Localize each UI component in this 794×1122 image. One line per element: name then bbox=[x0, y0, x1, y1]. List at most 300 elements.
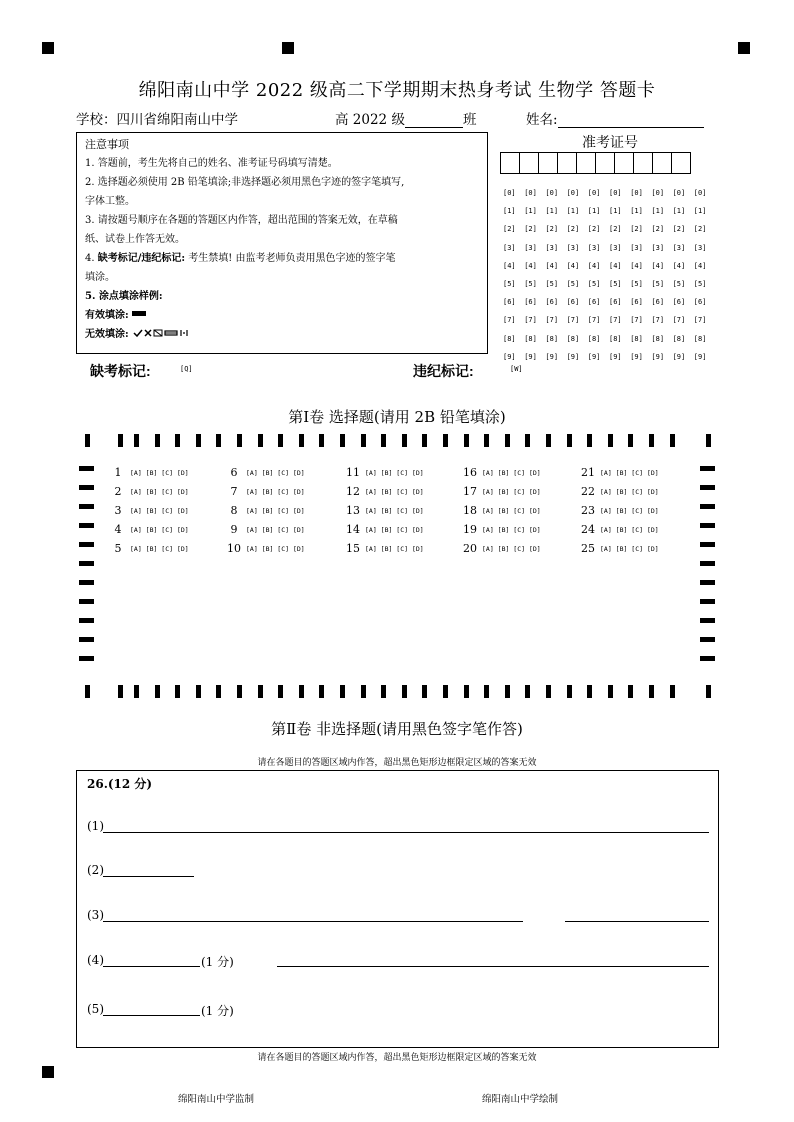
digit-bubble[interactable]: [4] bbox=[693, 261, 707, 270]
digit-bubble[interactable]: [4] bbox=[587, 261, 601, 270]
choice-question bbox=[345, 485, 424, 498]
digit-bubble[interactable]: [8] bbox=[587, 334, 601, 343]
timing-mark-top bbox=[670, 434, 675, 447]
digit-bubble[interactable]: [4] bbox=[609, 261, 622, 270]
note-line: 2. 选择题必须使用 2B 铅笔填涂;非选择题必须用黑色字迹的签字笔填写, bbox=[85, 177, 405, 188]
digit-bubble[interactable]: [9] bbox=[609, 352, 622, 361]
area-note-bottom: 请在各题目的答题区域内作答，超出黑色矩形边框限定区域的答案无效 bbox=[257, 1053, 537, 1063]
digit-bubble[interactable]: [3] bbox=[651, 243, 665, 252]
exam-id-boxes bbox=[500, 152, 690, 174]
digit-bubble[interactable]: [5] bbox=[524, 279, 537, 288]
digit-bubble[interactable]: [2] bbox=[651, 225, 665, 234]
answer-options[interactable]: [A] [B] [C] [D] bbox=[482, 507, 541, 515]
q26-part3-line-a[interactable] bbox=[103, 921, 523, 922]
timing-mark-top bbox=[319, 434, 324, 447]
digit-bubble[interactable]: [3] bbox=[545, 243, 559, 252]
choice-question bbox=[110, 504, 189, 517]
digit-bubble[interactable]: [4] bbox=[566, 261, 580, 270]
timing-mark-top bbox=[484, 434, 489, 447]
question-number: 20 bbox=[463, 542, 477, 555]
answer-options[interactable]: [A] [B] [C] [D] bbox=[600, 469, 659, 477]
timing-mark-bottom bbox=[505, 685, 510, 698]
question-number: 14 bbox=[346, 523, 360, 536]
q26-part1-line[interactable] bbox=[103, 832, 709, 833]
name-blank[interactable] bbox=[558, 113, 704, 128]
exam-id-cell[interactable] bbox=[500, 152, 520, 174]
timing-mark-top bbox=[587, 434, 592, 447]
digit-bubble[interactable]: [2] bbox=[609, 225, 622, 234]
digit-bubble[interactable]: [5] bbox=[609, 279, 622, 288]
digit-bubble[interactable]: [6] bbox=[630, 298, 643, 307]
digit-bubble[interactable]: [5] bbox=[587, 279, 601, 288]
q26-part4-line-a[interactable] bbox=[103, 966, 200, 967]
digit-bubble[interactable]: [5] bbox=[566, 279, 580, 288]
timing-mark-right bbox=[700, 485, 715, 490]
timing-mark-top bbox=[608, 434, 613, 447]
digit-bubble[interactable]: [8] bbox=[524, 334, 537, 343]
timing-mark-bottom bbox=[670, 685, 675, 698]
timing-mark-right bbox=[700, 523, 715, 528]
timing-mark-bottom bbox=[443, 685, 448, 698]
answer-options[interactable]: [A] [B] [C] [D] bbox=[365, 507, 424, 515]
timing-mark-right bbox=[700, 618, 715, 623]
question-number: 17 bbox=[463, 485, 477, 498]
timing-mark-right bbox=[700, 561, 715, 566]
timing-mark-bottom bbox=[134, 685, 139, 698]
digit-bubble[interactable]: [1] bbox=[651, 207, 665, 216]
answer-options[interactable]: [A] [B] [C] [D] bbox=[365, 545, 424, 553]
timing-mark-left bbox=[79, 561, 94, 566]
digit-bubble[interactable]: [6] bbox=[609, 298, 622, 307]
question-number: 7 bbox=[230, 485, 238, 498]
answer-options[interactable]: [A] [B] [C] [D] bbox=[130, 545, 189, 553]
class-field bbox=[335, 108, 476, 128]
digit-bubble[interactable]: [1] bbox=[566, 207, 580, 216]
choice-question bbox=[580, 523, 659, 536]
answer-options[interactable]: [A] [B] [C] [D] bbox=[365, 488, 424, 496]
digit-bubble[interactable]: [5] bbox=[545, 279, 559, 288]
timing-mark-right bbox=[700, 542, 715, 547]
note-line: 填涂。 bbox=[85, 272, 115, 283]
digit-bubble[interactable]: [9] bbox=[651, 352, 665, 361]
question-number: 22 bbox=[581, 485, 595, 498]
digit-bubble[interactable]: [0] bbox=[545, 189, 559, 197]
exam-id-cell[interactable] bbox=[633, 152, 653, 174]
digit-bubble[interactable]: [0] bbox=[609, 189, 622, 197]
timing-mark-top bbox=[118, 434, 123, 447]
timing-mark-left bbox=[79, 618, 94, 623]
invalid-marks-icon bbox=[132, 328, 196, 338]
digit-bubble[interactable]: [3] bbox=[672, 243, 686, 252]
note-line-4: 4. 缺考标记/违纪标记: 考生禁填! 由监考老师负责用黑色字迹的签字笔 bbox=[85, 253, 396, 264]
timing-mark-top bbox=[381, 434, 386, 447]
digit-bubble[interactable]: [8] bbox=[609, 334, 622, 343]
question-number: 25 bbox=[581, 542, 595, 555]
timing-mark-bottom bbox=[258, 685, 263, 698]
q26-part1-label: (1) bbox=[87, 819, 104, 833]
timing-mark-right bbox=[700, 504, 715, 509]
timing-mark-bottom bbox=[608, 685, 613, 698]
timing-mark-bottom bbox=[546, 685, 551, 698]
digit-bubble[interactable]: [5] bbox=[630, 279, 643, 288]
timing-mark-top bbox=[299, 434, 304, 447]
timing-mark-top bbox=[258, 434, 263, 447]
timing-mark-top bbox=[443, 434, 448, 447]
digit-bubble[interactable]: [1] bbox=[545, 207, 559, 216]
choice-question bbox=[580, 504, 659, 517]
digit-bubble[interactable]: [2] bbox=[672, 225, 686, 234]
question-number: 13 bbox=[346, 504, 360, 517]
exam-id-cell[interactable] bbox=[614, 152, 634, 174]
digit-bubble[interactable]: [9] bbox=[630, 352, 643, 361]
digit-bubble[interactable]: [9] bbox=[503, 352, 516, 361]
digit-bubble[interactable]: [4] bbox=[545, 261, 559, 270]
exam-id-cell[interactable] bbox=[652, 152, 672, 174]
digit-bubble[interactable]: [9] bbox=[587, 352, 601, 361]
q26-part4-label: (4) bbox=[87, 953, 104, 967]
digit-bubble[interactable]: [7] bbox=[651, 316, 665, 325]
timing-mark-left bbox=[79, 466, 94, 471]
choice-question bbox=[580, 485, 659, 498]
digit-bubble[interactable]: [7] bbox=[503, 316, 516, 325]
digit-bubble[interactable]: [3] bbox=[566, 243, 580, 252]
timing-mark-bottom bbox=[237, 685, 242, 698]
digit-bubble[interactable]: [9] bbox=[545, 352, 559, 361]
timing-mark-left bbox=[79, 504, 94, 509]
note-4-rest: 考生禁填! 由监考老师负责用黑色字迹的签字笔 bbox=[185, 253, 396, 264]
question-number: 16 bbox=[463, 466, 477, 479]
question-number: 4 bbox=[114, 523, 122, 536]
choice-question bbox=[580, 466, 659, 479]
timing-mark-bottom bbox=[216, 685, 221, 698]
answer-options[interactable]: [A] [B] [C] [D] bbox=[482, 488, 541, 496]
q26-part4-line-b[interactable] bbox=[277, 966, 709, 967]
digit-bubble[interactable]: [5] bbox=[651, 279, 665, 288]
question-number: 11 bbox=[346, 466, 360, 479]
digit-bubble[interactable]: [6] bbox=[524, 298, 537, 307]
digit-bubble[interactable]: [4] bbox=[630, 261, 643, 270]
digit-bubble[interactable]: [8] bbox=[566, 334, 580, 343]
answer-options[interactable]: [A] [B] [C] [D] bbox=[600, 545, 659, 553]
timing-mark-bottom bbox=[484, 685, 489, 698]
timing-mark-right bbox=[700, 599, 715, 604]
answer-options[interactable]: [A] [B] [C] [D] bbox=[482, 526, 541, 534]
note-line: 字体工整。 bbox=[85, 196, 135, 207]
timing-mark-left bbox=[79, 485, 94, 490]
timing-mark-right bbox=[700, 466, 715, 471]
digit-bubble[interactable]: [3] bbox=[630, 243, 643, 252]
choice-question bbox=[110, 485, 189, 498]
choice-question bbox=[110, 542, 189, 555]
digit-bubble[interactable]: [6] bbox=[545, 298, 559, 307]
class-prefix: 高 2022 级 bbox=[335, 112, 405, 128]
digit-bubble[interactable]: [3] bbox=[524, 243, 537, 252]
answer-options[interactable]: [A] [B] [C] [D] bbox=[482, 469, 541, 477]
digit-bubble[interactable]: [0] bbox=[503, 189, 516, 197]
timing-mark-bottom bbox=[175, 685, 180, 698]
answer-options[interactable]: [A] [B] [C] [D] bbox=[130, 526, 189, 534]
exam-id-cell[interactable] bbox=[595, 152, 615, 174]
timing-mark-bottom bbox=[464, 685, 469, 698]
violation-label: 违纪标记: bbox=[413, 363, 474, 379]
absent-label: 缺考标记: bbox=[90, 363, 151, 379]
digit-bubble[interactable]: [0] bbox=[693, 189, 707, 197]
absent-bubble[interactable]: [Q] bbox=[180, 365, 193, 373]
note-line: 1. 答题前，考生先将自己的姓名、准考证号码填写清楚。 bbox=[85, 158, 338, 169]
digit-bubble[interactable]: [9] bbox=[693, 352, 707, 361]
digit-bubble[interactable]: [1] bbox=[503, 207, 516, 216]
digit-bubble[interactable]: [9] bbox=[524, 352, 537, 361]
q26-part2-line[interactable] bbox=[103, 876, 194, 877]
exam-id-cell[interactable] bbox=[576, 152, 596, 174]
exam-id-cell[interactable] bbox=[671, 152, 691, 174]
timing-mark-bottom bbox=[319, 685, 324, 698]
timing-mark-top bbox=[278, 434, 283, 447]
registration-mark-top-center bbox=[282, 42, 294, 54]
digit-bubble[interactable]: [2] bbox=[630, 225, 643, 234]
answer-box-26 bbox=[76, 770, 719, 1048]
digit-bubble[interactable]: [6] bbox=[672, 298, 686, 307]
answer-options[interactable]: [A] [B] [C] [D] bbox=[130, 488, 189, 496]
exam-id-digit-column bbox=[694, 184, 712, 366]
choice-question bbox=[345, 523, 424, 536]
choice-question bbox=[462, 466, 541, 479]
digit-bubble[interactable]: [6] bbox=[503, 298, 516, 307]
choice-question bbox=[226, 542, 305, 555]
digit-bubble[interactable]: [7] bbox=[672, 316, 686, 325]
digit-bubble[interactable]: [1] bbox=[609, 207, 622, 216]
answer-options[interactable]: [A] [B] [C] [D] bbox=[130, 507, 189, 515]
timing-mark-bottom bbox=[340, 685, 345, 698]
digit-bubble[interactable]: [0] bbox=[672, 189, 686, 197]
timing-mark-left bbox=[79, 656, 94, 661]
timing-mark-top bbox=[155, 434, 160, 447]
digit-bubble[interactable]: [9] bbox=[566, 352, 580, 361]
exam-id-digit-column bbox=[503, 184, 521, 366]
question-number: 5 bbox=[114, 542, 122, 555]
q26-part5-score: (1 分) bbox=[201, 1004, 234, 1018]
class-suffix: 班 bbox=[462, 112, 477, 128]
digit-bubble[interactable]: [7] bbox=[630, 316, 643, 325]
digit-bubble[interactable]: [2] bbox=[545, 225, 559, 234]
exam-id-cell[interactable] bbox=[557, 152, 577, 174]
choice-question bbox=[345, 466, 424, 479]
digit-bubble[interactable]: [7] bbox=[524, 316, 537, 325]
answer-options[interactable]: [A] [B] [C] [D] bbox=[246, 526, 305, 534]
violation-bubble[interactable]: [W] bbox=[510, 365, 523, 373]
exam-id-title: 准考证号 bbox=[582, 135, 638, 151]
digit-bubble[interactable]: [0] bbox=[524, 189, 537, 197]
timing-mark-top bbox=[237, 434, 242, 447]
question-number: 19 bbox=[463, 523, 477, 536]
exam-id-digit-column bbox=[609, 184, 627, 366]
digit-bubble[interactable]: [2] bbox=[524, 225, 537, 234]
timing-mark-right bbox=[700, 580, 715, 585]
q26-part2-label: (2) bbox=[87, 863, 104, 877]
timing-mark-top bbox=[340, 434, 345, 447]
timing-mark-right bbox=[700, 637, 715, 642]
digit-bubble[interactable]: [8] bbox=[503, 334, 516, 343]
digit-bubble[interactable]: [8] bbox=[651, 334, 665, 343]
digit-bubble[interactable]: [1] bbox=[693, 207, 707, 216]
q26-part5-label: (5) bbox=[87, 1002, 104, 1016]
area-note-top: 请在各题目的答题区域内作答，超出黑色矩形边框限定区域的答案无效 bbox=[257, 758, 537, 768]
digit-bubble[interactable]: [8] bbox=[672, 334, 686, 343]
name-label: 姓名: bbox=[526, 112, 558, 128]
page-title: 绵阳南山中学 2022 级高二下学期期末热身考试 生物学 答题卡 bbox=[138, 80, 656, 101]
timing-mark-left bbox=[79, 637, 94, 642]
answer-options[interactable]: [A] [B] [C] [D] bbox=[600, 507, 659, 515]
timing-mark-top bbox=[402, 434, 407, 447]
question-number: 2 bbox=[114, 485, 122, 498]
answer-options[interactable]: [A] [B] [C] [D] bbox=[246, 488, 305, 496]
digit-bubble[interactable]: [0] bbox=[630, 189, 643, 197]
choice-question bbox=[110, 523, 189, 536]
digit-bubble[interactable]: [4] bbox=[672, 261, 686, 270]
timing-mark-bottom bbox=[422, 685, 427, 698]
digit-bubble[interactable]: [5] bbox=[672, 279, 686, 288]
timing-mark-bottom bbox=[525, 685, 530, 698]
answer-options[interactable]: [A] [B] [C] [D] bbox=[482, 545, 541, 553]
digit-bubble[interactable]: [5] bbox=[503, 279, 516, 288]
timing-mark-top bbox=[505, 434, 510, 447]
section-1-title: 第Ⅰ卷 选择题(请用 2B 铅笔填涂) bbox=[288, 408, 506, 426]
q26-title: 26.(12 分) bbox=[87, 777, 153, 791]
digit-bubble[interactable]: [4] bbox=[524, 261, 537, 270]
digit-bubble[interactable]: [6] bbox=[587, 298, 601, 307]
question-number: 1 bbox=[114, 466, 122, 479]
digit-bubble[interactable]: [1] bbox=[587, 207, 601, 216]
notes-box bbox=[76, 132, 488, 354]
class-blank[interactable] bbox=[405, 113, 463, 128]
choice-question bbox=[110, 466, 189, 479]
timing-mark-right bbox=[700, 656, 715, 661]
timing-mark-bottom bbox=[706, 685, 711, 698]
digit-bubble[interactable]: [2] bbox=[566, 225, 580, 234]
note-line: 5. 涂点填涂样例: bbox=[85, 291, 163, 302]
digit-bubble[interactable]: [8] bbox=[693, 334, 707, 343]
answer-options[interactable]: [A] [B] [C] [D] bbox=[246, 469, 305, 477]
digit-bubble[interactable]: [8] bbox=[630, 334, 643, 343]
school-label: 学校：四川省绵阳南山中学 bbox=[76, 112, 238, 128]
digit-bubble[interactable]: [1] bbox=[630, 207, 643, 216]
choice-question bbox=[462, 485, 541, 498]
note-line: 3. 请按题号顺序在各题的答题区内作答，超出范围的答案无效，在草稿 bbox=[85, 215, 398, 226]
choice-question bbox=[226, 504, 305, 517]
exam-id-cell[interactable] bbox=[519, 152, 539, 174]
timing-mark-bottom bbox=[628, 685, 633, 698]
digit-bubble[interactable]: [0] bbox=[566, 189, 580, 197]
choice-question bbox=[462, 504, 541, 517]
timing-mark-bottom bbox=[381, 685, 386, 698]
digit-bubble[interactable]: [7] bbox=[587, 316, 601, 325]
timing-mark-top bbox=[525, 434, 530, 447]
timing-mark-top bbox=[628, 434, 633, 447]
answer-options[interactable]: [A] [B] [C] [D] bbox=[130, 469, 189, 477]
digit-bubble[interactable]: [7] bbox=[609, 316, 622, 325]
question-number: 12 bbox=[346, 485, 360, 498]
digit-bubble[interactable]: [1] bbox=[524, 207, 537, 216]
timing-mark-bottom bbox=[649, 685, 654, 698]
choice-question bbox=[462, 542, 541, 555]
digit-bubble[interactable]: [3] bbox=[693, 243, 707, 252]
answer-options[interactable]: [A] [B] [C] [D] bbox=[365, 469, 424, 477]
answer-options[interactable]: [A] [B] [C] [D] bbox=[600, 488, 659, 496]
choice-question bbox=[226, 485, 305, 498]
digit-bubble[interactable]: [6] bbox=[566, 298, 580, 307]
timing-mark-bottom bbox=[402, 685, 407, 698]
answer-options[interactable]: [A] [B] [C] [D] bbox=[600, 526, 659, 534]
timing-mark-top bbox=[196, 434, 201, 447]
answer-options[interactable]: [A] [B] [C] [D] bbox=[246, 507, 305, 515]
digit-bubble[interactable]: [7] bbox=[545, 316, 559, 325]
note-line: 纸、试卷上作答无效。 bbox=[85, 234, 185, 245]
timing-mark-top bbox=[361, 434, 366, 447]
digit-bubble[interactable]: [3] bbox=[503, 243, 516, 252]
registration-mark-bottom-left bbox=[42, 1066, 54, 1078]
digit-bubble[interactable]: [8] bbox=[545, 334, 559, 343]
timing-mark-bottom bbox=[361, 685, 366, 698]
digit-bubble[interactable]: [0] bbox=[587, 189, 601, 197]
question-number: 3 bbox=[114, 504, 122, 517]
choice-question bbox=[580, 542, 659, 555]
q26-part4-score: (1 分) bbox=[201, 955, 234, 969]
digit-bubble[interactable]: [2] bbox=[693, 225, 707, 234]
digit-bubble[interactable]: [6] bbox=[651, 298, 665, 307]
timing-mark-top bbox=[85, 434, 90, 447]
notes-heading: 注意事项 bbox=[85, 138, 129, 151]
digit-bubble[interactable]: [7] bbox=[693, 316, 707, 325]
question-number: 21 bbox=[581, 466, 595, 479]
digit-bubble[interactable]: [2] bbox=[503, 225, 516, 234]
section-2-title: 第Ⅱ卷 非选择题(请用黑色签字笔作答) bbox=[271, 720, 523, 738]
registration-mark-top-right bbox=[738, 42, 750, 54]
timing-mark-top bbox=[649, 434, 654, 447]
digit-bubble[interactable]: [2] bbox=[587, 225, 601, 234]
timing-mark-bottom bbox=[587, 685, 592, 698]
choice-question bbox=[226, 523, 305, 536]
timing-mark-left bbox=[79, 523, 94, 528]
exam-id-digit-column bbox=[567, 184, 585, 366]
answer-options[interactable]: [A] [B] [C] [D] bbox=[246, 545, 305, 553]
timing-mark-bottom bbox=[299, 685, 304, 698]
digit-bubble[interactable]: [4] bbox=[651, 261, 665, 270]
digit-bubble[interactable]: [3] bbox=[587, 243, 601, 252]
registration-mark-top-left bbox=[42, 42, 54, 54]
question-number: 15 bbox=[346, 542, 360, 555]
timing-mark-left bbox=[79, 599, 94, 604]
digit-bubble[interactable]: [4] bbox=[503, 261, 516, 270]
digit-bubble[interactable]: [6] bbox=[693, 298, 707, 307]
digit-bubble[interactable]: [5] bbox=[693, 279, 707, 288]
digit-bubble[interactable]: [9] bbox=[672, 352, 686, 361]
question-number: 8 bbox=[230, 504, 238, 517]
timing-mark-bottom bbox=[567, 685, 572, 698]
answer-options[interactable]: [A] [B] [C] [D] bbox=[365, 526, 424, 534]
choice-question bbox=[462, 523, 541, 536]
exam-id-digit-column bbox=[524, 184, 542, 366]
digit-bubble[interactable]: [7] bbox=[566, 316, 580, 325]
digit-bubble[interactable]: [0] bbox=[651, 189, 665, 197]
choice-question bbox=[226, 466, 305, 479]
timing-mark-top bbox=[546, 434, 551, 447]
digit-bubble[interactable]: [3] bbox=[609, 243, 622, 252]
q26-part3-line-b[interactable] bbox=[565, 921, 709, 922]
timing-mark-top bbox=[464, 434, 469, 447]
digit-bubble[interactable]: [1] bbox=[672, 207, 686, 216]
q26-part5-line[interactable] bbox=[103, 1015, 200, 1016]
exam-id-cell[interactable] bbox=[538, 152, 558, 174]
